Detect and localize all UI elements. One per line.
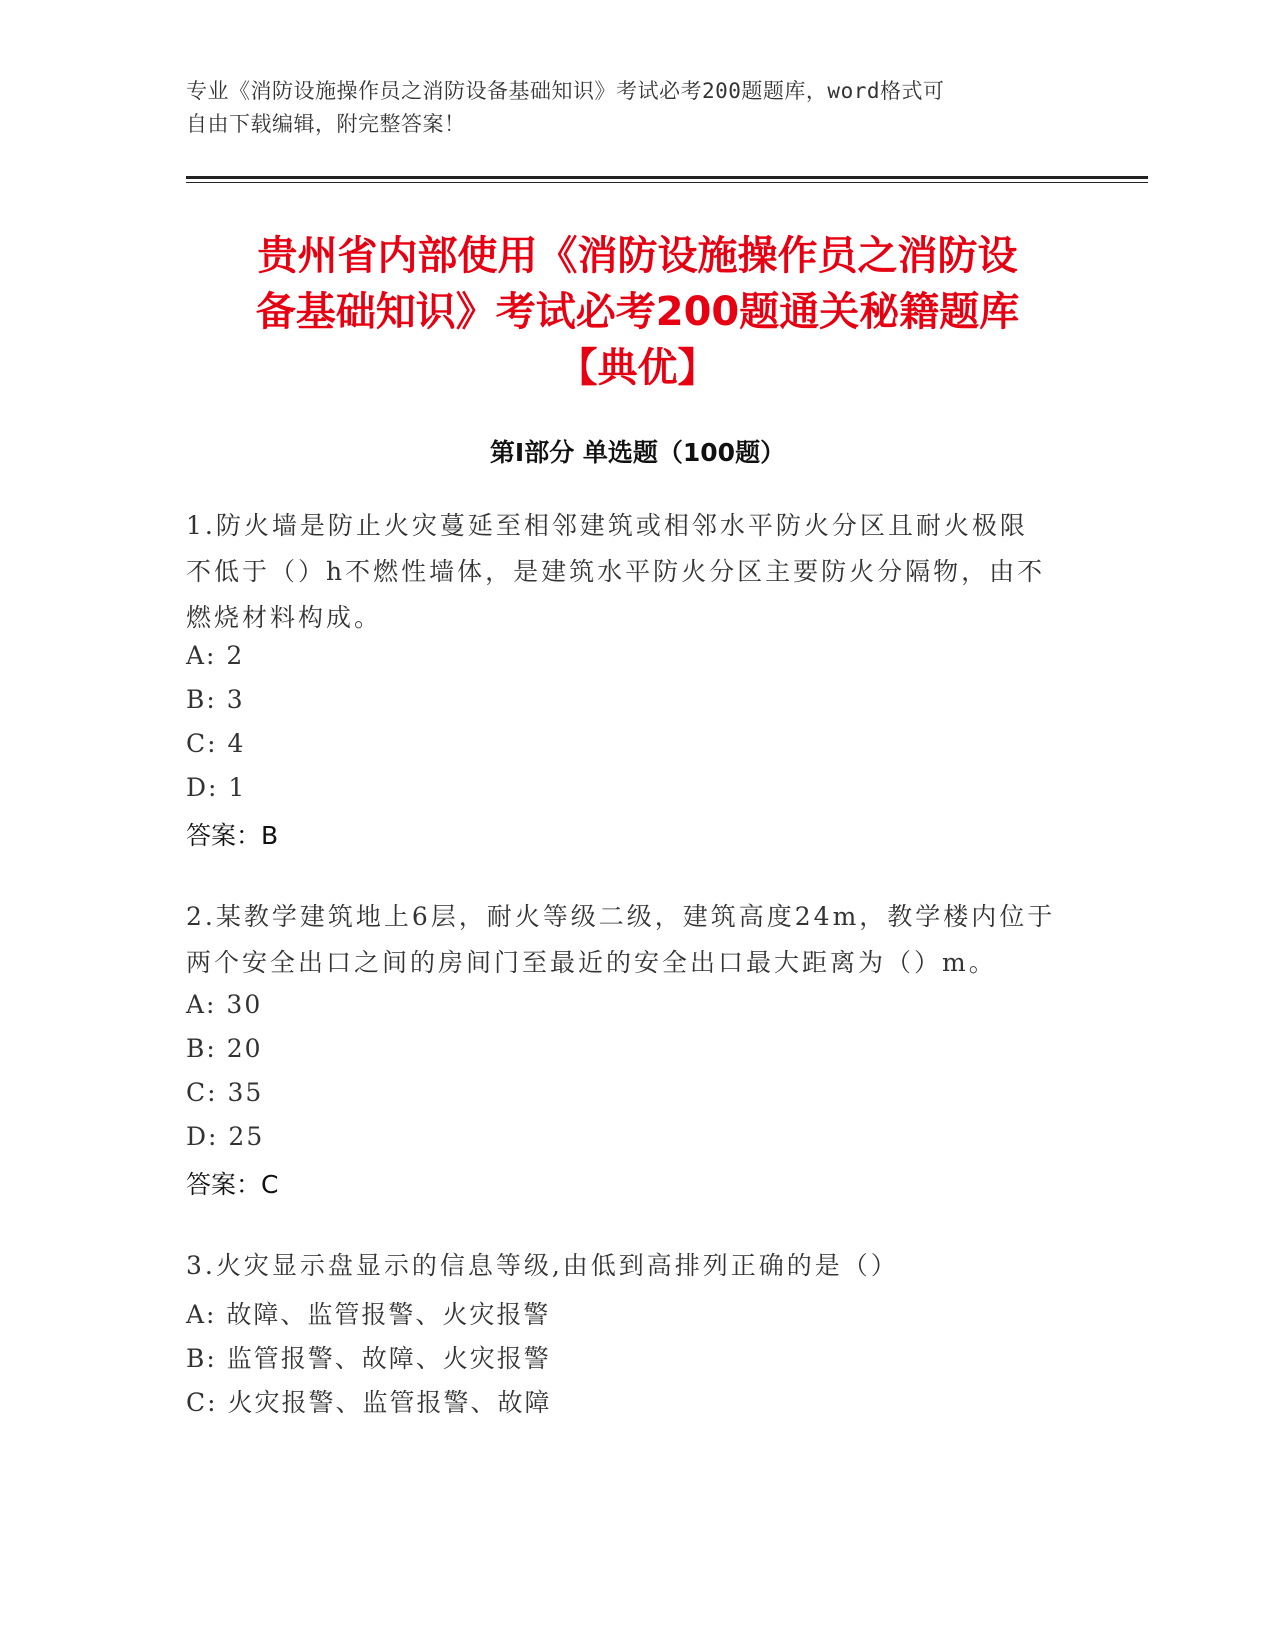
title-line-2: 备基础知识》考试必考200题通关秘籍题库: [255, 289, 1020, 335]
header-divider-thin: [186, 182, 1148, 183]
question-text-line: 3.火灾显示盘显示的信息等级,由低到高排列正确的是（）: [186, 1251, 899, 1280]
question-3-option-b: B: 监管报警、故障、火灾报警: [186, 1344, 551, 1373]
header-note: [186, 75, 1066, 141]
question-2-option-b: B: 20: [186, 1034, 263, 1063]
question-1-text: [186, 503, 1086, 641]
title-line-1: 贵州省内部使用《消防设施操作员之消防设: [257, 233, 1018, 279]
question-2-text: [186, 894, 1086, 986]
question-2-answer: 答案：C: [186, 1170, 279, 1199]
question-text-line: 不低于（）h不燃性墙体，是建筑水平防火分区主要防火分隔物，由不: [186, 557, 1046, 586]
question-1-option-c: C: 4: [186, 729, 246, 758]
question-text-line: 1.防火墙是防止火灾蔓延至相邻建筑或相邻水平防火分区且耐火极限: [186, 511, 1028, 540]
header-note-line-2: 自由下载编辑，附完整答案！: [186, 112, 466, 136]
question-1-option-a: A: 2: [186, 641, 245, 670]
question-1-answer: 答案：B: [186, 821, 279, 850]
section-heading: 第Ⅰ部分 单选题（100题）: [489, 438, 786, 467]
question-text-line: 两个安全出口之间的房间门至最近的安全出口最大距离为（）m。: [186, 948, 997, 977]
question-3-text: [186, 1243, 1086, 1289]
question-1-option-b: B: 3: [186, 685, 245, 714]
question-2-option-a: A: 30: [186, 990, 263, 1019]
question-2-option-d: D: 25: [186, 1122, 265, 1151]
question-text-line: 2.某教学建筑地上6层，耐火等级二级，建筑高度24m，教学楼内位于: [186, 902, 1056, 931]
header-divider-thick: [186, 176, 1148, 179]
question-2-option-c: C: 35: [186, 1078, 264, 1107]
question-3-option-a: A: 故障、监管报警、火灾报警: [186, 1300, 551, 1329]
question-text-line: 燃烧材料构成。: [186, 603, 383, 632]
question-1-option-d: D: 1: [186, 773, 247, 802]
header-note-line-1: 专业《消防设施操作员之消防设备基础知识》考试必考200题题库，word格式可: [186, 79, 945, 103]
question-3-option-c: C: 火灾报警、监管报警、故障: [186, 1388, 552, 1417]
document-title: [150, 228, 1125, 396]
title-line-3: 【典优】: [557, 345, 718, 391]
